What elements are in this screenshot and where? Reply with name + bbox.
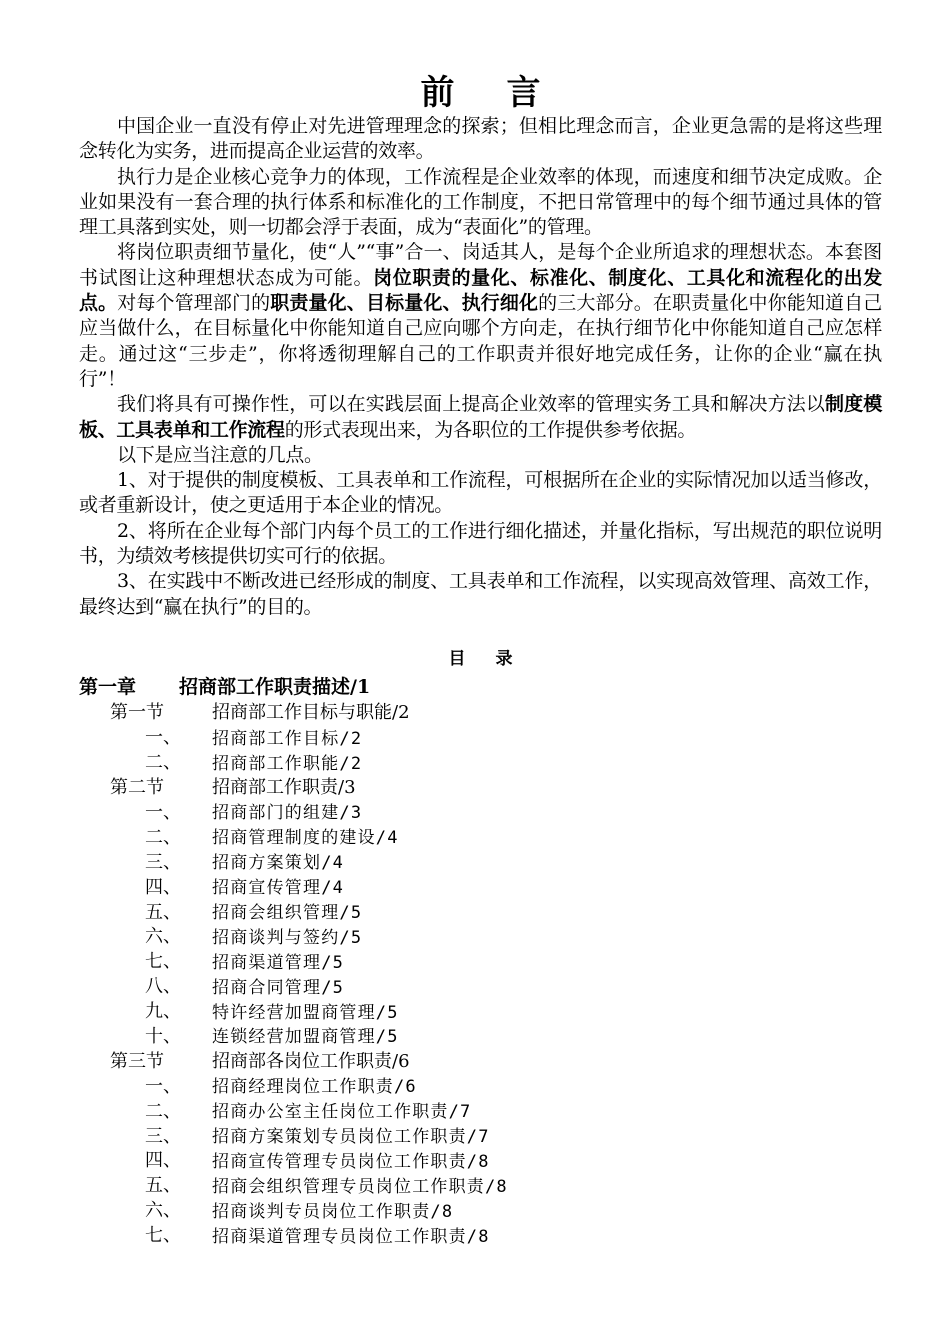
toc-item[interactable] [79,848,882,873]
body-text: 我们将具有可操作性，可以在实践层面上提高企业效率的管理实务工具和解决方法以 [117,393,826,416]
toc-item[interactable] [79,873,882,898]
toc-number: 六、 [145,926,181,948]
toc-label: 招商合同管理/5 [212,977,345,998]
preface-paragraph [79,519,882,570]
toc-item[interactable] [79,823,882,848]
toc-label: 招商部工作职责描述/1 [179,675,371,698]
toc-label: 招商部门的组建/3 [212,803,363,824]
preface-paragraph [79,240,882,392]
preface-paragraph [79,392,882,443]
toc-number: 三、 [145,1125,181,1147]
toc-number: 二、 [145,1100,181,1122]
toc-number: 八、 [145,976,181,998]
toc-label: 招商经理岗位工作职责/6 [212,1077,417,1098]
toc-number: 第一节 [110,702,164,724]
toc-label: 特许经营加盟商管理/5 [212,1002,399,1023]
toc-number: 二、 [145,826,181,848]
toc-number: 七、 [145,1225,181,1247]
toc-number: 五、 [145,1175,181,1197]
toc-item[interactable] [79,998,882,1023]
toc-label: 招商管理制度的建设/4 [212,828,399,849]
toc-item[interactable] [79,1147,882,1172]
toc-item[interactable] [79,1097,882,1122]
document-page [79,0,882,1247]
body-text: 中国企业一直没有停止对先进管理理念的探索；但相比理念而言，企业更急需的是将这些理念转化为实务，进而提高企业运营的效率。 [79,115,882,163]
toc-number: 七、 [145,951,181,973]
toc-item[interactable] [79,1172,882,1197]
emphasis-text: 岗位职责的量化、标准化、制度化、工具化和流程化的出发点。 [79,266,882,315]
toc-list [79,672,882,1247]
body-text: 1、对于提供的制度模板、工具表单和工作流程，可根据所在企业的实际情况加以适当修改，或者重新设计，使之更适用于本企业的情况。 [79,469,882,517]
toc-number: 九、 [145,1001,181,1023]
toc-number: 四、 [145,1150,181,1172]
toc-number: 一、 [145,727,181,749]
toc-section[interactable] [79,699,882,724]
toc-section[interactable] [79,774,882,799]
preface-paragraph [79,443,882,468]
emphasis-text: 职责量化、目标量化、执行细化 [270,292,539,315]
toc-item[interactable] [79,923,882,948]
toc-item[interactable] [79,898,882,923]
toc-item[interactable] [79,724,882,749]
body-text: 2、将所在企业每个部门内每个员工的工作进行细化描述，并量化指标，写出规范的职位说明书，为绩效考核提供切实可行的依据。 [79,519,882,568]
body-text: 以下是应当注意的几点。 [117,443,323,466]
toc-label: 招商方案策划/4 [212,853,345,874]
toc-label: 招商部工作目标/2 [212,728,363,749]
toc-title: 目录 [448,648,543,669]
toc-label: 招商会组织管理/5 [212,903,363,924]
toc-label: 招商办公室主任岗位工作职责/7 [212,1102,472,1123]
body-text: 3、在实践中不断改进已经形成的制度、工具表单和工作流程，以实现高效管理、高效工作，最终达到“赢在执行”的目的。 [79,570,882,618]
toc-number: 一、 [145,1075,181,1097]
body-text: 的三大部分。在职责量化中你能知道自己应当做什么，在目标量化中你能知道自己应向哪个方向走，在执行细节化中你能知道自己应怎样走。通过这“三步走”，你将透彻理解自己的工作职责并很好地完成任务，让你的企业“赢在执行”！ [79,292,882,390]
toc-number: 六、 [145,1200,181,1222]
body-text: 的形式表现出来，为各职位的工作提供参考依据。 [284,418,697,441]
toc-number: 四、 [145,876,181,898]
toc-number: 第一章 [79,675,137,698]
toc-number: 二、 [145,752,181,774]
toc-label: 招商谈判与签约/5 [212,927,363,948]
preface-title: 前言 [420,73,593,113]
toc-label: 招商部各岗位工作职责/6 [212,1050,410,1072]
toc-item[interactable] [79,1072,882,1097]
toc-item[interactable] [79,1122,882,1147]
toc-section[interactable] [79,1047,882,1072]
preface-paragraph [79,569,882,620]
toc-label: 招商方案策划专员岗位工作职责/7 [212,1127,490,1148]
body-text: 对每个管理部门的 [117,292,271,315]
toc-label: 招商宣传管理/4 [212,878,345,899]
body-text: 执行力是企业核心竞争力的体现，工作流程是企业效率的体现，而速度和细节决定成败。企业如果没有一套合理的执行体系和标准化的工作制度，不把日常管理中的每个细节通过具体的管理工具落到实处，则一切都会浮于表面，成为“表面化”的管理。 [79,165,882,239]
toc-label: 招商渠道管理/5 [212,952,345,973]
toc-label: 招商谈判专员岗位工作职责/8 [212,1201,454,1222]
preface-paragraph [79,468,882,519]
emphasis-text: 制度模板、工具表单和工作流程 [79,393,883,441]
toc-number: 第二节 [110,777,164,799]
toc-item[interactable] [79,948,882,973]
toc-number: 第三节 [110,1050,164,1072]
toc-item[interactable] [79,1023,882,1048]
toc-chapter[interactable] [79,672,882,699]
toc-item[interactable] [79,749,882,774]
toc-label: 招商部工作职能/2 [212,753,363,774]
toc-item[interactable] [79,973,882,998]
toc-label: 招商渠道管理专员岗位工作职责/8 [212,1226,490,1247]
toc-number: 十、 [145,1025,181,1047]
toc-label: 招商会组织管理专员岗位工作职责/8 [212,1176,508,1197]
preface-paragraph [79,114,882,165]
toc-label: 连锁经营加盟商管理/5 [212,1027,399,1048]
toc-number: 五、 [145,901,181,923]
preface-paragraph [79,165,882,241]
toc-item[interactable] [79,1222,882,1247]
toc-label: 招商部工作目标与职能/2 [212,702,410,724]
body-text: 将岗位职责细节量化，使“人”“事”合一、岗适其人，是每个企业所追求的理想状态。本套图书试图让这种理想状态成为可能。 [79,241,882,289]
toc-number: 一、 [145,801,181,823]
toc-item[interactable] [79,1197,882,1222]
toc-label: 招商宣传管理专员岗位工作职责/8 [212,1151,490,1172]
toc-item[interactable] [79,799,882,824]
toc-label: 招商部工作职责/3 [212,777,356,799]
toc-number: 三、 [145,851,181,873]
preface-body [79,114,882,620]
